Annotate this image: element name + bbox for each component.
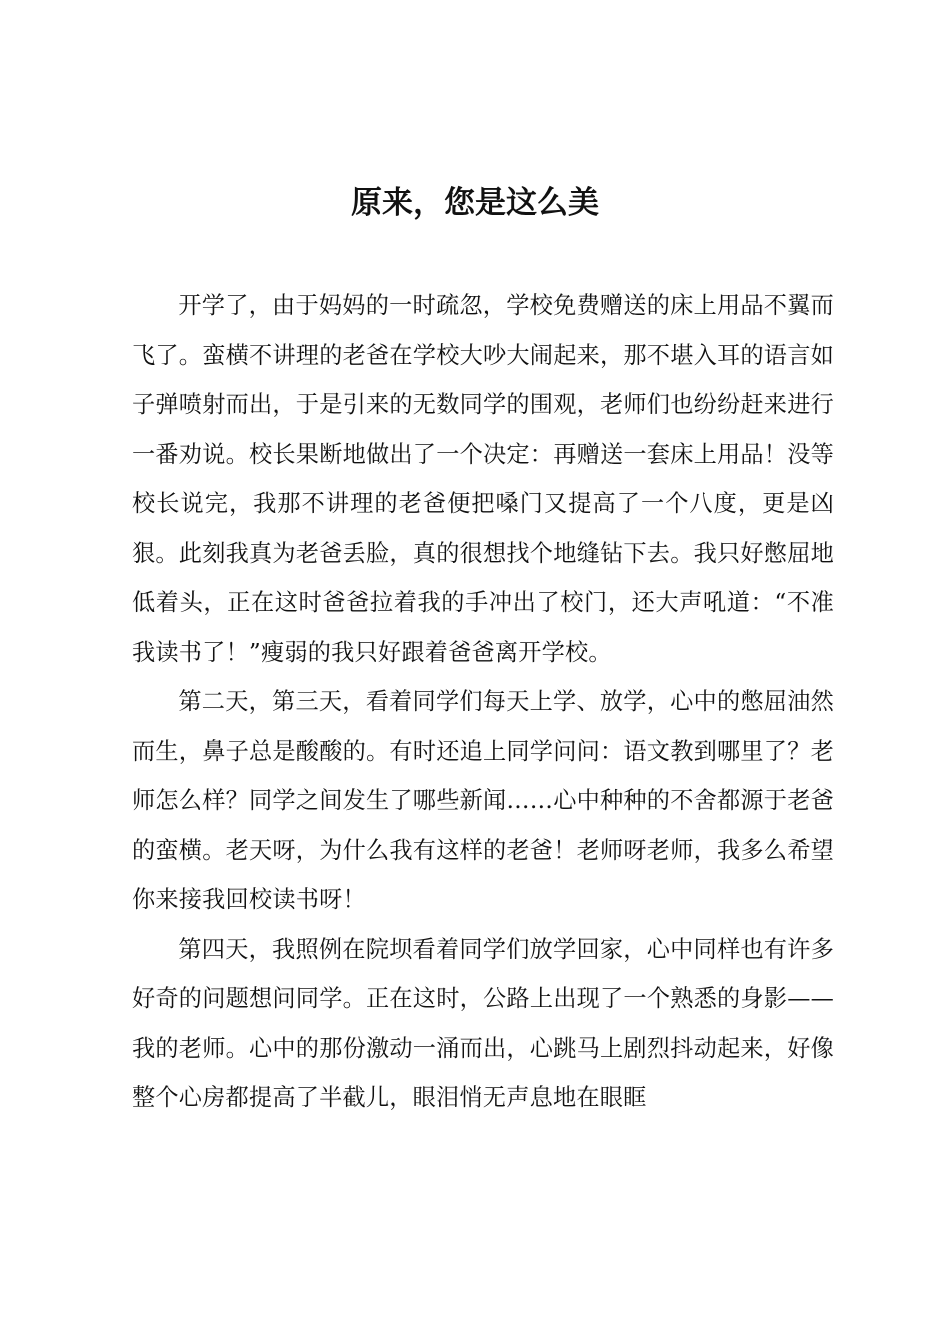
paragraph-2: 第二天，第三天，看着同学们每天上学、放学，心中的憋屈油然而生，鼻子总是酸酸的。有时还追上同学问问：语文教到哪里了？老师怎么样？同学之间发生了哪些新闻……心中种种的不舍都源于老爸的蛮横。老天呀，为什么我有这样的老爸！老师呀老师，我多么希望你来接我回校读书呀！ bbox=[132, 688, 834, 913]
paragraph-1: 开学了，由于妈妈的一时疏忽，学校免费赠送的床上用品不翼而飞了。蛮横不讲理的老爸在学校大吵大闹起来，那不堪入耳的语言如子弹喷射而出，于是引来的无数同学的围观，老师们也纷纷赶来进行一番劝说。校长果断地做出了一个决定：再赠送一套床上用品！没等校长说完，我那不讲理的老爸便把嗓门又提高了一个八度，更是凶狠。此刻我真为老爸丢脸，真的很想找个地缝钻下去。我只好憋屈地低着头，正在这时爸爸拉着我的手冲出了校门，还大声吼道：“不准我读书了！”瘦弱的我只好跟着爸爸离开学校。 bbox=[132, 292, 834, 666]
document-body bbox=[132, 281, 834, 1123]
document-title: 原来，您是这么美 bbox=[351, 185, 599, 221]
paragraph-3: 第四天，我照例在院坝看着同学们放学回家，心中同样也有许多好奇的问题想问同学。正在这时，公路上出现了一个熟悉的身影——我的老师。心中的那份激动一涌而出，心跳马上剧烈抖动起来，好像整个心房都提高了半截儿，眼泪悄无声息地在眼眶 bbox=[132, 935, 834, 1111]
